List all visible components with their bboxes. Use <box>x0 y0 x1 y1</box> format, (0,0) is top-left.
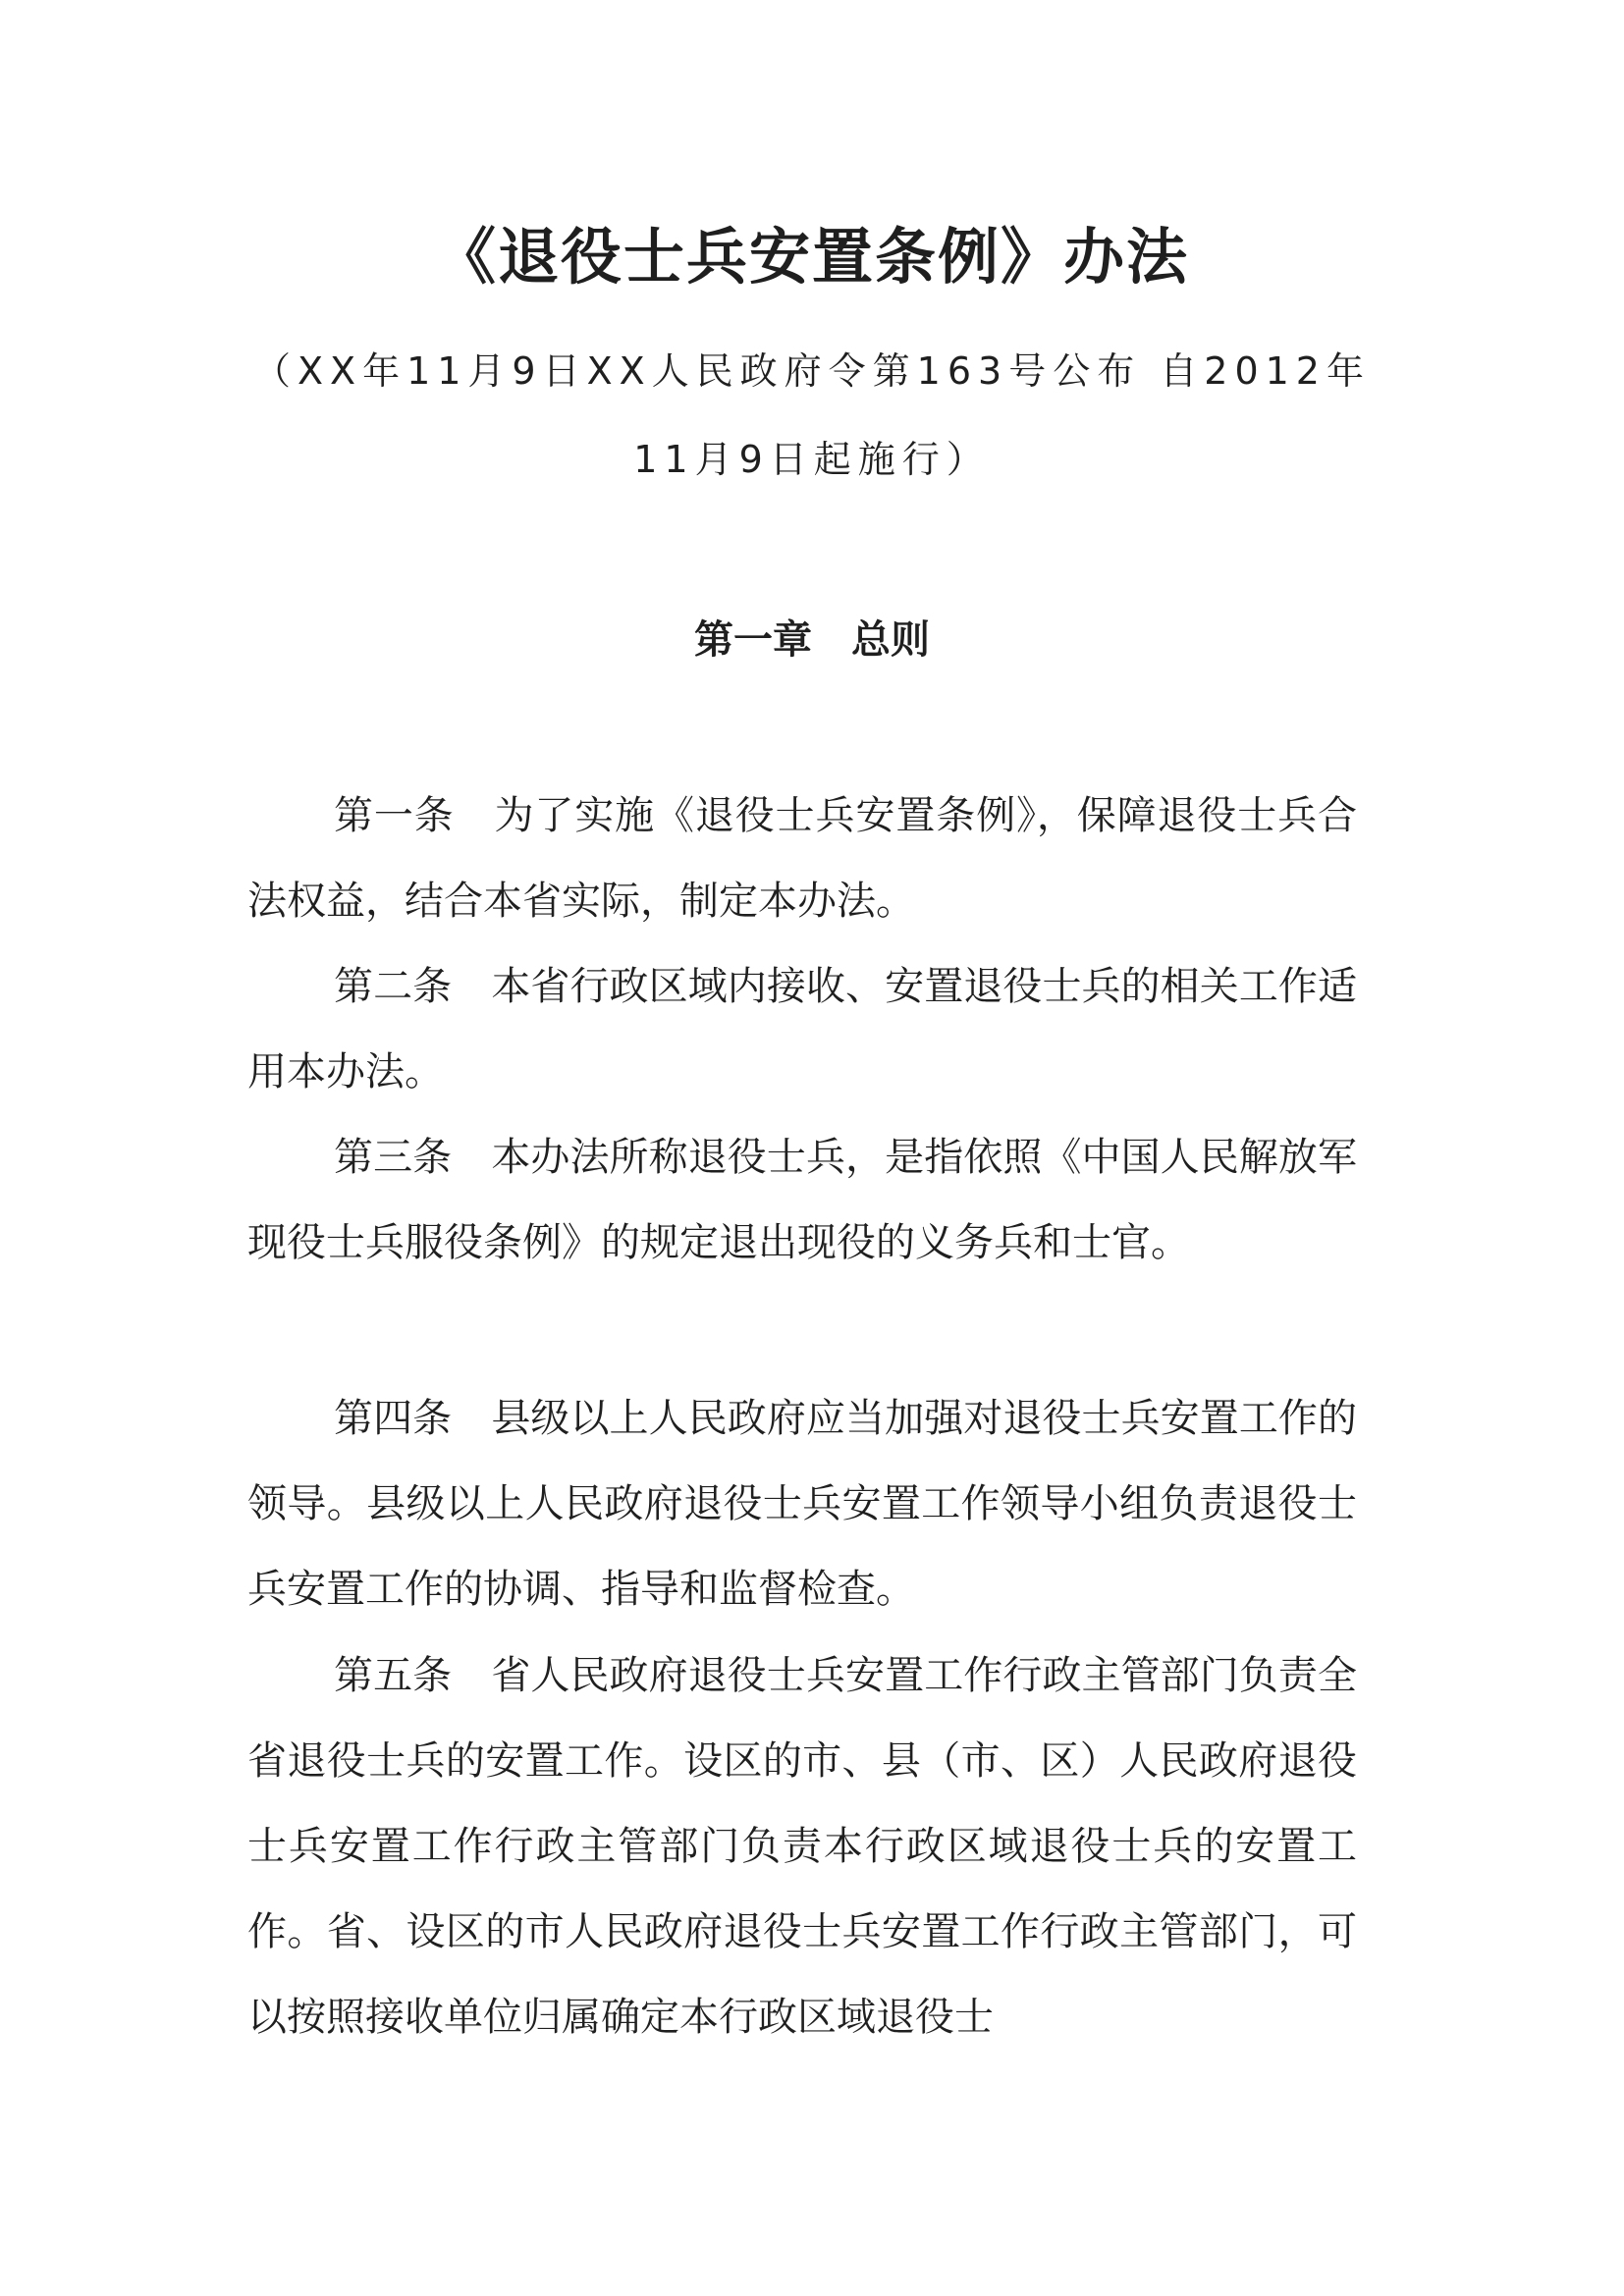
article-5: 第五条 省人民政府退役士兵安置工作行政主管部门负责全省退役士兵的安置工作。设区的市、县（市、区）人民政府退役士兵安置工作行政主管部门负责本行政区域退役士兵的安置工作。省、设区的市人民政府退役士兵安置工作行政主管部门，可以按照接收单位归属确定本行政区域退役士 <box>247 1653 1357 2040</box>
chapter-heading: 第一章 总则 <box>694 617 930 663</box>
article-1: 第一条 为了实施《退役士兵安置条例》，保障退役士兵合法权益，结合本省实际，制定本办法。 <box>247 793 1357 924</box>
article-2: 第二条 本省行政区域内接收、安置退役士兵的相关工作适用本办法。 <box>247 964 1357 1095</box>
document-title: 《退役士兵安置条例》办法 <box>434 221 1189 293</box>
article-4: 第四条 县级以上人民政府应当加强对退役士兵安置工作的领导。县级以上人民政府退役士兵安置工作领导小组负责退役士兵安置工作的协调、指导和监督检查。 <box>247 1396 1357 1612</box>
document-subtitle: （XX年11月9日XX人民政府令第163号公布 自2012年11月9日起施行） <box>253 349 1371 481</box>
article-3: 第三条 本办法所称退役士兵，是指依照《中国人民解放军现役士兵服役条例》的规定退出现役的义务兵和士官。 <box>247 1135 1357 1265</box>
